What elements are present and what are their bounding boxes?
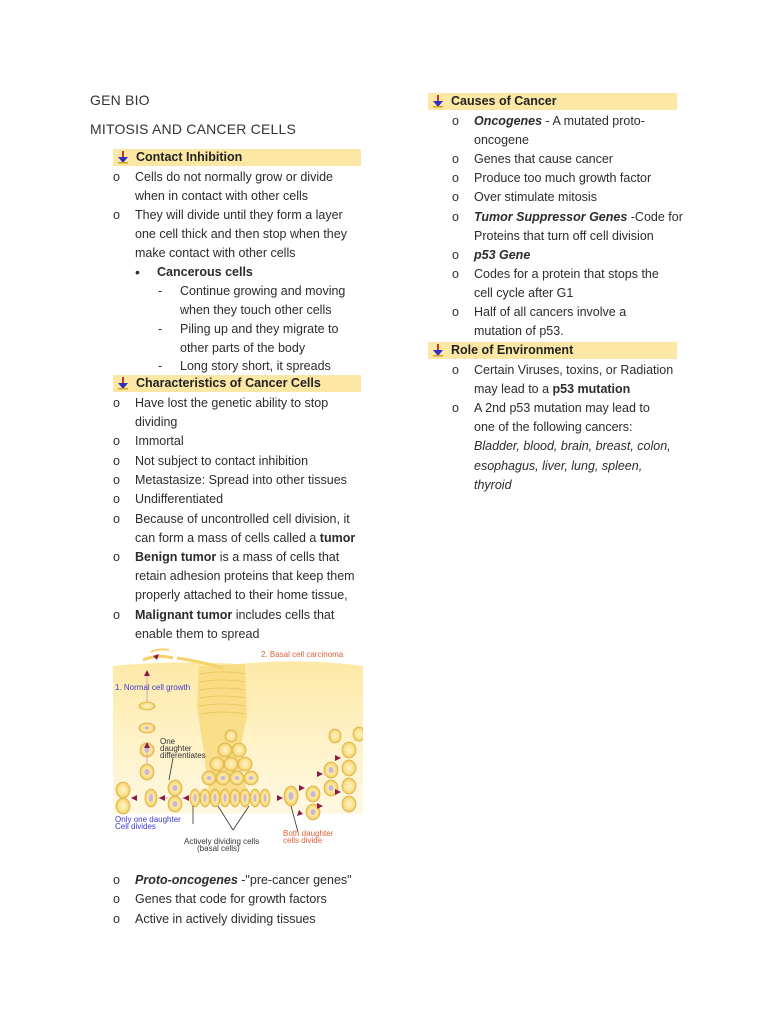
heading-label: Role of Environment (451, 343, 574, 357)
svg-text:Only one daughter: Only one daughter (115, 815, 181, 824)
svg-text:One: One (160, 737, 176, 746)
cell-growth-illustration (113, 646, 363, 858)
bullet-o: o (113, 892, 120, 906)
bullet-o: o (113, 434, 120, 448)
arrow-down-bullet-icon (432, 95, 444, 108)
bullet-o: o (452, 363, 459, 377)
basal-cell-carcinoma-figure (113, 646, 363, 858)
svg-text:differentiates: differentiates (160, 751, 206, 760)
bullet-o: o (113, 454, 120, 468)
svg-text:Actively dividing cells: Actively dividing cells (184, 837, 260, 846)
arrow-down-bullet-icon (117, 151, 129, 164)
svg-text:cells divide: cells divide (283, 836, 323, 845)
bullet-o: o (452, 152, 459, 166)
bullet-o: o (113, 608, 120, 622)
bullet-o: o (452, 171, 459, 185)
svg-text:Cell divides: Cell divides (115, 822, 156, 831)
arrow-down-bullet-icon (117, 377, 129, 390)
bullet-o: o (452, 248, 459, 262)
bullet-dash: - (158, 359, 163, 373)
svg-text:1. Normal cell growth: 1. Normal cell growth (115, 683, 191, 692)
heading-characteristics (113, 375, 361, 392)
heading-contact-inhibition (113, 149, 361, 166)
heading-role-of-environment (428, 342, 677, 359)
bullet-o: o (113, 396, 120, 410)
bullet-o: o (113, 170, 120, 184)
bullet-dash: - (158, 284, 163, 298)
bullet-o: o (452, 401, 459, 415)
bullet-dash: - (158, 322, 163, 336)
heading-label: Characteristics of Cancer Cells (136, 376, 321, 390)
svg-text:(basal cells): (basal cells) (197, 844, 240, 853)
bullet-o: o (113, 873, 120, 887)
bullet-o: o (113, 473, 120, 487)
svg-text:Both daughter: Both daughter (283, 829, 334, 838)
sub-heading-label: Cancerous cells (157, 265, 253, 279)
heading-causes-of-cancer (428, 93, 677, 110)
heading-label: Causes of Cancer (451, 94, 557, 108)
heading-label: Contact Inhibition (136, 150, 243, 164)
svg-text:daughter: daughter (160, 744, 192, 753)
bullet-o: o (113, 550, 120, 564)
bullet-o: o (452, 190, 459, 204)
bullet-o: o (113, 492, 120, 506)
document-subtitle: MITOSIS AND CANCER CELLS (90, 121, 297, 137)
bullet-o: o (452, 114, 459, 128)
document-page: GEN BIO MITOSIS AND CANCER CELLS Contact Inhibition o Cells do not normally grow or divide when in contact with other cells o They will divide until they form a layer one cell thick and then stop when they make contact with other cells • Cancerous cells - Continue growing and moving when they touch other cells - Piling up and they migrate to other parts of the body - Long story short, it spreads Characteristics of Cancer Cells o Have lost the genetic ability to stop dividing o Immortal o Not subject to contact inhibition o Metastasize: Spread into other tissues o Undifferentiated o Because of uncontrolled cell division, it can form a mass of cells called a tumor o Benign tumor is a mass of cells that retain adhesion proteins that keep them properly attached to their home tissue, o Malignant tumor includes cells that enable them to spread 2. Basal cell carcinoma 1. Normal cell growth One daughter differentiates Only one daughter Cell divides Actively dividing cells (basal cells) Both daughter cells divide o Proto-oncogenes -"pre-cancer genes" o Genes that code for growth factors o Active in actively dividing tissues Causes of Cancer o Oncogenes - A mutated proto- oncogene o Genes that cause cancer o Produce too much growth factor o Over stimulate mitosis o Tumor Suppressor Genes -Code for Proteins that turn off cell division o p53 Gene o Codes for a protein that stops the cell cycle after G1 o Half of all cancers involve a mutation of p53. Role of Environment o Certain Viruses, toxins, or Radiation may lead to a p53 mutation o A 2nd p53 mutation may lead to one of the following cancers: Bladder, blood, brain, breast, colon, esophagus, liver, lung, spleen, thyroid (0, 0, 768, 1024)
bullet-o: o (113, 512, 120, 526)
arrow-down-bullet-icon (432, 344, 444, 357)
document-title: GEN BIO (90, 92, 150, 108)
svg-text:2. Basal cell carcinoma: 2. Basal cell carcinoma (261, 650, 344, 659)
bullet-o: o (452, 267, 459, 281)
bullet-o: o (113, 208, 120, 222)
bullet-o: o (452, 305, 459, 319)
bullet-o: o (452, 210, 459, 224)
bullet-o: o (113, 912, 120, 926)
bullet-dot: • (135, 264, 140, 280)
